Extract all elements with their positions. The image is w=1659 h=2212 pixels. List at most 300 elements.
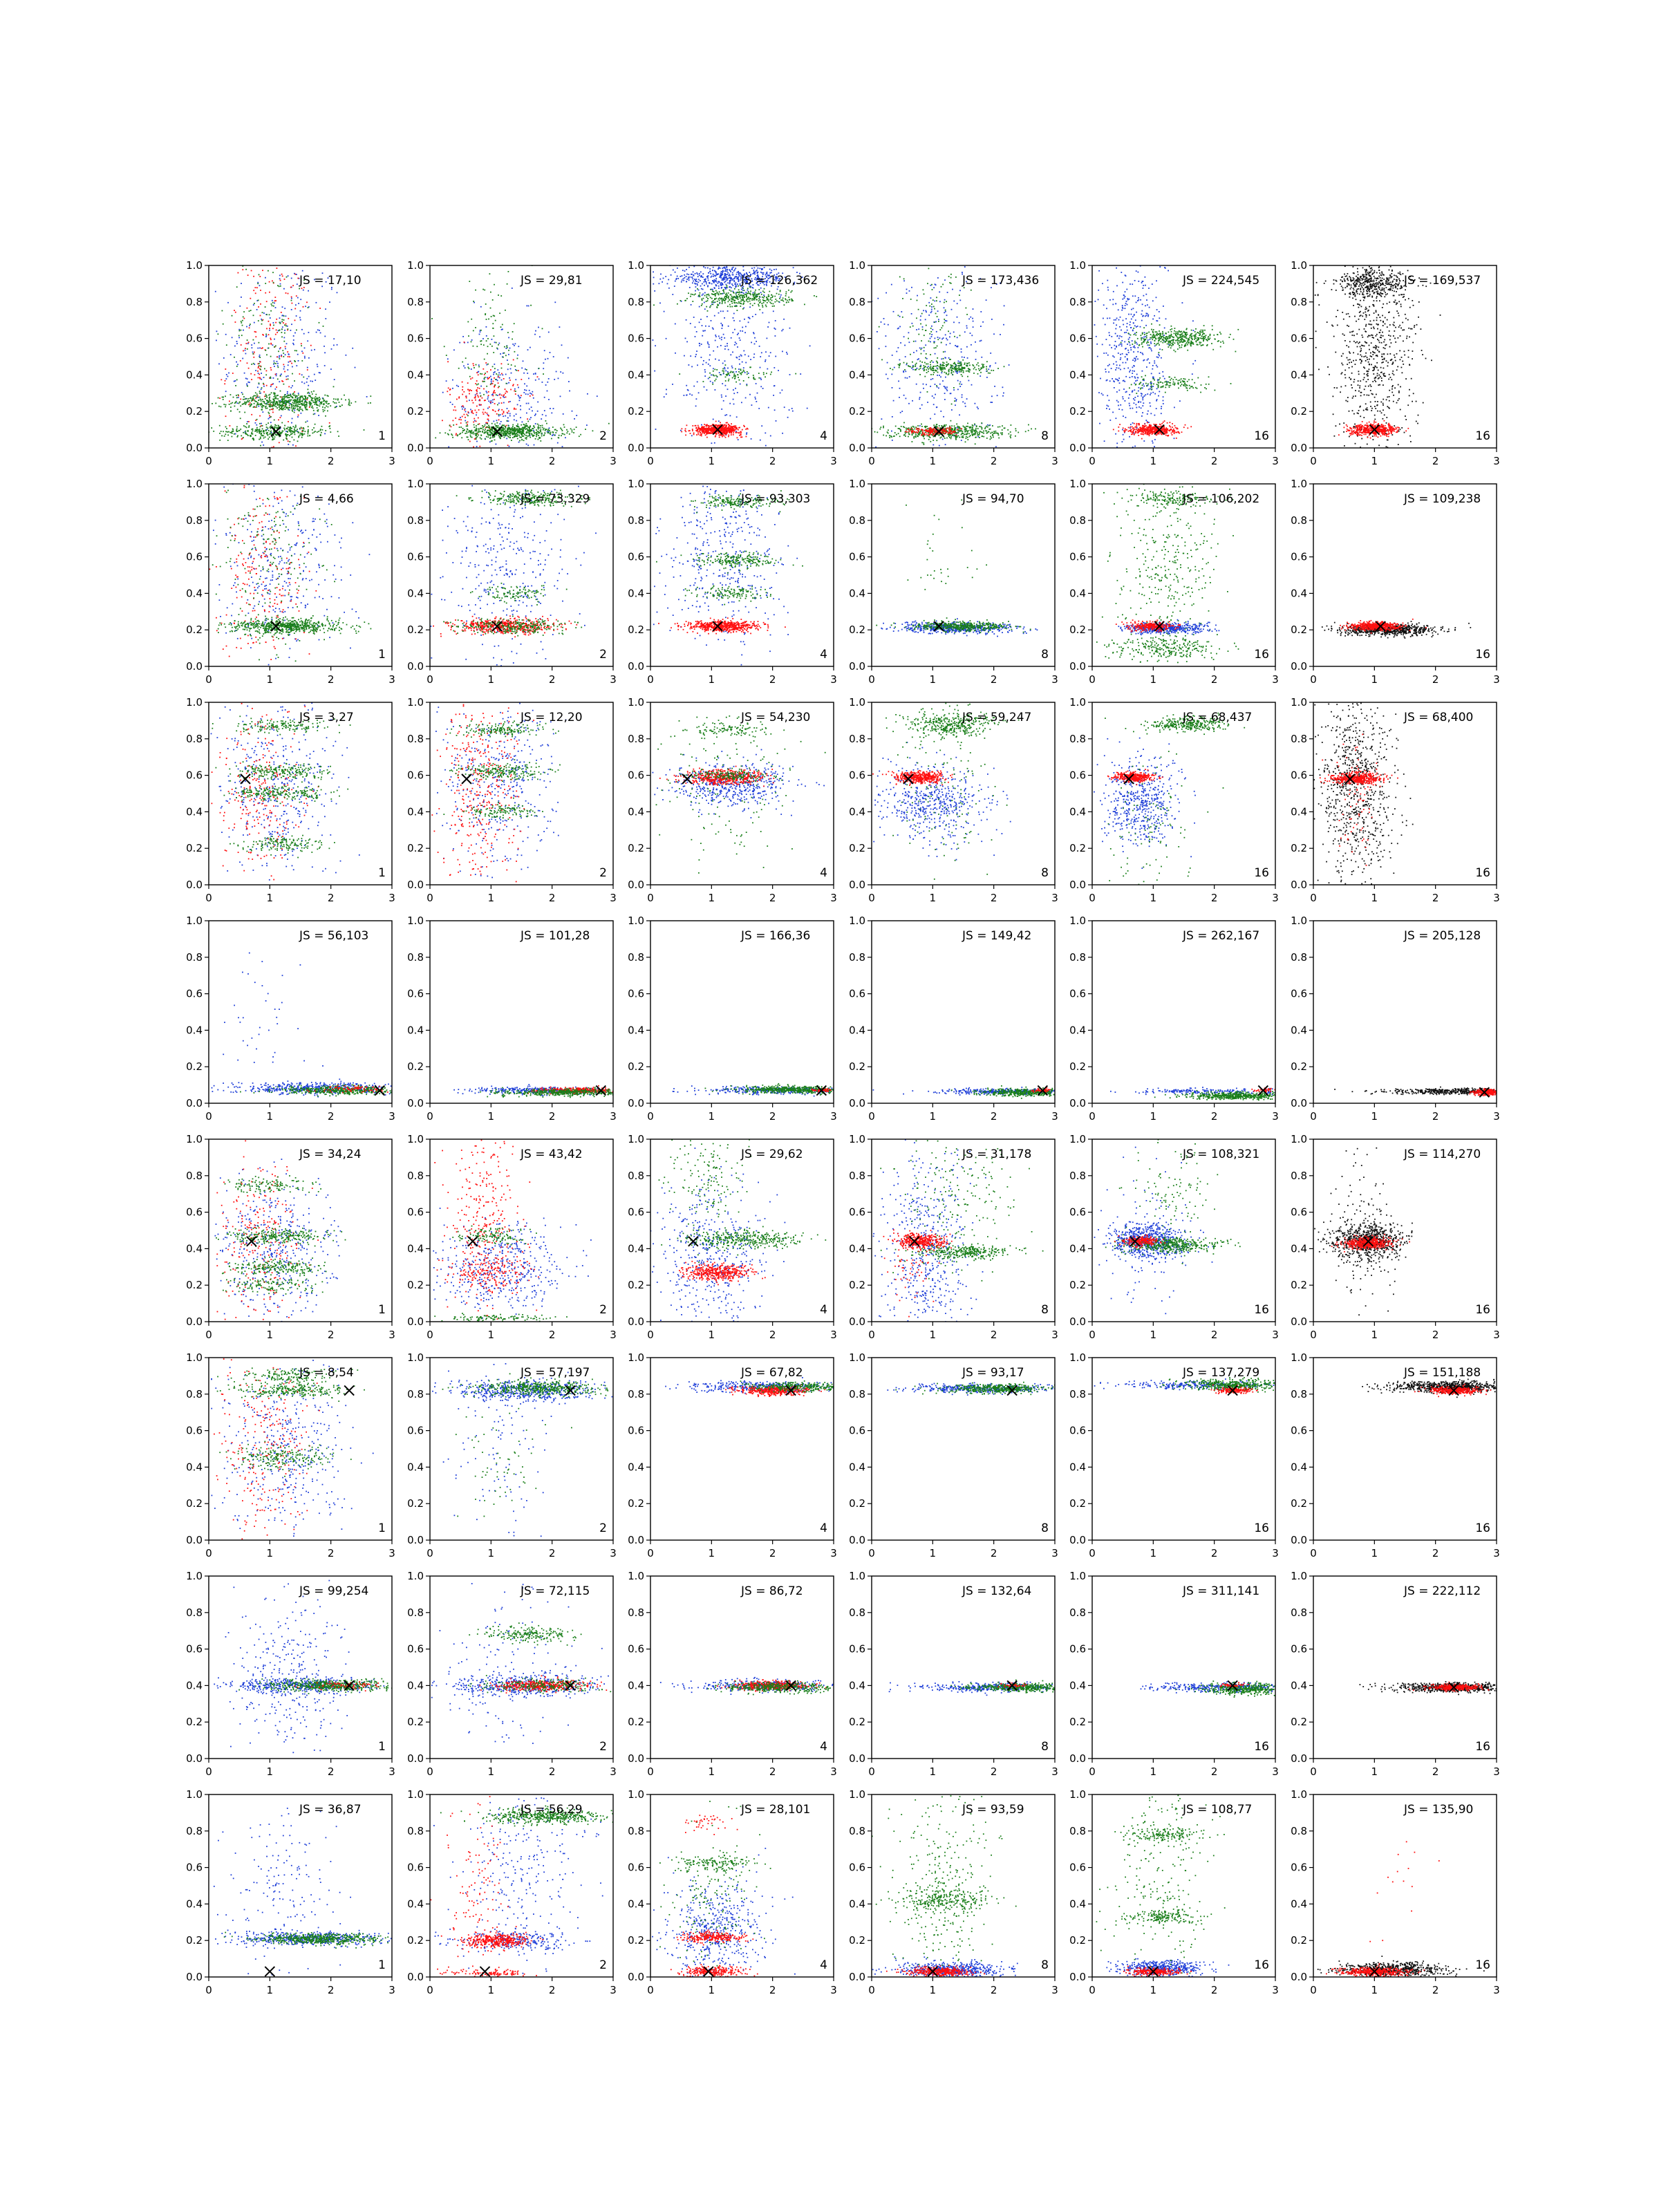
scatter-point [237, 436, 238, 438]
scatter-point [507, 432, 508, 433]
scatter-point [487, 433, 489, 435]
scatter-point [753, 375, 754, 376]
scatter-point [703, 360, 704, 362]
scatter-point [288, 328, 289, 330]
scatter-point [274, 346, 275, 348]
scatter-point [254, 401, 256, 402]
scatter-point [287, 428, 288, 429]
scatter-point [221, 406, 222, 408]
scatter-point [916, 384, 917, 385]
scatter-point [713, 282, 715, 283]
scatter-point [906, 398, 907, 400]
scatter-point [718, 299, 719, 300]
scatter-point [936, 406, 937, 408]
scatter-point [266, 328, 268, 330]
scatter-point [686, 319, 687, 321]
scatter-point [484, 430, 485, 431]
scatter-point [965, 406, 966, 407]
scatter-point [971, 344, 972, 346]
scatter-point [721, 395, 722, 396]
scatter-point [966, 328, 968, 329]
scatter-point [523, 427, 525, 429]
scatter-point [230, 411, 232, 412]
scatter-point [290, 400, 292, 401]
scatter-point [899, 397, 900, 398]
scatter-point [523, 392, 525, 393]
scatter-point [765, 433, 766, 434]
scatter-point [702, 276, 704, 278]
scatter-point [283, 440, 284, 441]
scatter-point [653, 272, 654, 273]
scatter-point [930, 418, 931, 420]
scatter-point [263, 391, 265, 393]
scatter-point [764, 296, 765, 297]
scatter-point [741, 402, 742, 403]
scatter-point [488, 391, 489, 393]
scatter-point [892, 387, 893, 388]
scatter-point [753, 292, 754, 294]
scatter-point [737, 310, 738, 311]
scatter-point [695, 280, 696, 281]
scatter-point [787, 353, 788, 355]
scatter-point [677, 268, 678, 269]
scatter-point [789, 374, 791, 375]
scatter-point [701, 427, 702, 429]
scatter-point [245, 348, 246, 349]
scatter-point [280, 347, 281, 348]
scatter-point [481, 438, 482, 440]
scatter-point [549, 427, 550, 429]
js-score-label: JS = 17,10 [299, 274, 362, 288]
scatter-point [470, 435, 471, 436]
scatter-point [692, 425, 693, 427]
scatter-point [693, 281, 694, 282]
scatter-point [709, 365, 711, 366]
scatter-point [515, 391, 516, 392]
scatter-point [697, 364, 698, 366]
scatter-point [299, 409, 301, 410]
scatter-point [504, 435, 505, 436]
scatter-point [921, 362, 923, 363]
scatter-point [313, 391, 315, 392]
scatter-point [275, 374, 276, 375]
scatter-point [280, 375, 281, 377]
scatter-point [720, 345, 722, 346]
scatter-point [899, 388, 901, 389]
scatter-point [722, 293, 724, 294]
scatter-point [294, 440, 295, 441]
scatter-point [230, 406, 232, 408]
scatter-point [507, 444, 509, 446]
scatter-point [287, 393, 288, 394]
scatter-point [306, 402, 308, 404]
scatter-point [932, 329, 933, 330]
scatter-point [685, 300, 686, 301]
scatter-point [219, 397, 221, 399]
scatter-point [556, 430, 558, 431]
scatter-point [718, 312, 720, 314]
scatter-point [492, 393, 494, 395]
scatter-point [724, 429, 725, 431]
scatter-point [740, 297, 741, 299]
scatter-point [973, 373, 975, 374]
scatter-point [464, 414, 465, 415]
scatter-point [991, 319, 993, 320]
scatter-point [529, 437, 531, 438]
scatter-point [232, 436, 233, 438]
scatter-point [742, 299, 744, 300]
scatter-point [994, 386, 995, 387]
scatter-point [926, 311, 927, 312]
y-tick-label: 0.8 [407, 296, 424, 308]
scatter-point [968, 368, 969, 369]
scatter-point [953, 321, 955, 323]
scatter-point [310, 345, 312, 346]
scatter-point [225, 391, 227, 392]
scatter-point [919, 408, 921, 409]
y-tick-label: 0.6 [628, 332, 644, 345]
scatter-point [944, 299, 946, 301]
scatter-point [227, 431, 228, 433]
scatter-point [530, 417, 532, 418]
scatter-point [501, 329, 503, 330]
scatter-point [467, 342, 469, 344]
scatter-point [284, 332, 285, 334]
scatter-point [689, 276, 691, 278]
scatter-point [297, 409, 299, 410]
scatter-point [492, 323, 494, 324]
scatter-point [485, 438, 486, 440]
scatter-point [278, 420, 279, 421]
scatter-point [291, 363, 292, 364]
scatter-point [715, 336, 717, 337]
scatter-point [287, 391, 288, 393]
scatter-point [529, 390, 530, 391]
scatter-point [344, 395, 345, 396]
scatter-point [232, 429, 234, 431]
scatter-point [749, 367, 751, 368]
scatter-point [736, 274, 738, 275]
scatter-point [224, 435, 225, 437]
scatter-point [981, 340, 982, 341]
scatter-point [470, 409, 471, 411]
scatter-point [741, 292, 742, 293]
scatter-point [732, 332, 733, 333]
scatter-point [313, 427, 315, 429]
scatter-point [278, 350, 279, 352]
scatter-point [490, 292, 491, 293]
scatter-point [244, 412, 245, 413]
scatter-point [279, 406, 280, 408]
scatter-point [697, 431, 698, 432]
scatter-point [682, 270, 684, 271]
scatter-point [276, 375, 277, 377]
scatter-point [759, 302, 760, 303]
scatter-point [745, 397, 747, 399]
scatter-point [702, 430, 703, 431]
scatter-point [335, 406, 337, 408]
scatter-point [331, 348, 332, 350]
scatter-point [527, 421, 529, 422]
scatter-point [668, 279, 669, 281]
scatter-point [482, 412, 484, 413]
scatter-point [760, 288, 762, 289]
scatter-point [708, 275, 709, 276]
scatter-point [456, 424, 458, 425]
scatter-point [723, 371, 724, 372]
scatter-point [270, 394, 271, 395]
scatter-point [938, 388, 939, 389]
scatter-point [709, 271, 711, 272]
scatter-point [653, 283, 654, 285]
scatter-point [964, 357, 965, 358]
scatter-point [768, 294, 769, 296]
scatter-point [243, 403, 244, 404]
scatter-point [709, 373, 711, 374]
scatter-point [259, 382, 260, 384]
scatter-point [263, 401, 265, 402]
scatter-point [212, 403, 213, 404]
scatter-point [716, 369, 718, 371]
scatter-point [704, 302, 705, 303]
scatter-point [796, 272, 798, 273]
scatter-point [475, 429, 476, 431]
scatter-point [729, 379, 730, 380]
scatter-point [327, 395, 328, 396]
scatter-point [715, 359, 716, 360]
scatter-point [800, 373, 801, 375]
scatter-point [276, 403, 278, 404]
scatter-point [973, 326, 974, 328]
scatter-point [534, 427, 535, 428]
scatter-point [481, 373, 482, 375]
scatter-point [709, 355, 711, 356]
scatter-point [259, 363, 260, 364]
scatter-point [245, 353, 247, 355]
scatter-point [284, 400, 285, 402]
scatter-point [957, 317, 958, 318]
scatter-point [242, 325, 243, 326]
scatter-point [722, 436, 723, 438]
scatter-point [544, 410, 545, 411]
scatter-point [513, 359, 514, 361]
scatter-point [704, 386, 705, 388]
scatter-point [536, 434, 538, 435]
scatter-point [518, 396, 520, 397]
scatter-point [494, 384, 496, 386]
scatter-point [738, 368, 740, 370]
scatter-point [314, 397, 315, 399]
scatter-point [494, 440, 496, 441]
scatter-point [512, 339, 513, 340]
scatter-point [484, 381, 485, 382]
scatter-point [247, 431, 249, 432]
scatter-point [735, 302, 737, 303]
scatter-point [966, 371, 967, 372]
scatter-point [308, 290, 309, 292]
scatter-point [749, 318, 751, 319]
scatter-point [272, 344, 274, 346]
scatter-point [307, 369, 308, 371]
scatter-point [465, 357, 467, 359]
scatter-point [727, 374, 728, 375]
scatter-point [271, 409, 272, 410]
scatter-point [292, 373, 293, 375]
scatter-point [548, 378, 550, 379]
scatter-point [295, 401, 297, 402]
scatter-point [260, 404, 261, 405]
scatter-point [692, 430, 693, 431]
scatter-point [289, 404, 290, 406]
y-tick-label: 0.2 [186, 405, 203, 418]
scatter-point [957, 346, 959, 347]
scatter-point [893, 400, 894, 402]
scatter-point [334, 402, 335, 404]
scatter-point [270, 416, 272, 418]
scatter-point [736, 416, 738, 418]
scatter-point [548, 429, 550, 430]
scatter-point [295, 304, 297, 306]
scatter-point [507, 283, 508, 285]
scatter-point [944, 362, 945, 364]
scatter-point [226, 344, 227, 346]
scatter-point [302, 403, 303, 404]
scatter-point [519, 397, 521, 399]
scatter-point [696, 350, 697, 352]
scatter-point [259, 374, 260, 375]
scatter-point [745, 292, 747, 293]
scatter-point [274, 361, 275, 362]
scatter-point [261, 409, 263, 411]
scatter-point [915, 341, 917, 342]
scatter-point [249, 382, 250, 383]
scatter-point [540, 430, 541, 431]
scatter-point [317, 397, 319, 399]
scatter-point [552, 427, 554, 428]
scatter-point [458, 419, 460, 420]
scatter-point [529, 395, 531, 397]
scatter-point [268, 395, 270, 396]
scatter-point [252, 352, 254, 353]
scatter-point [682, 428, 683, 429]
scatter-point [498, 372, 500, 373]
scatter-point [718, 420, 720, 422]
scatter-point [301, 403, 302, 404]
scatter-point [532, 434, 533, 435]
scatter-point [949, 337, 950, 338]
scatter-point [244, 402, 245, 403]
scatter-point [709, 346, 710, 348]
scatter-point [686, 269, 687, 270]
scatter-point [767, 326, 769, 328]
scatter-point [467, 364, 469, 365]
scatter-point [507, 428, 509, 429]
scatter-point [771, 300, 773, 301]
scatter-point [276, 268, 278, 269]
scatter-point [485, 377, 486, 378]
scatter-point [550, 408, 551, 409]
scatter-point [686, 395, 688, 396]
scatter-point [245, 269, 247, 270]
scatter-point [730, 271, 731, 272]
scatter-point [462, 432, 463, 433]
scatter-point [476, 346, 478, 347]
scatter-point [263, 405, 264, 406]
scatter-point [721, 409, 722, 410]
scatter-point [475, 383, 476, 384]
scatter-point [727, 287, 728, 288]
scatter-point [301, 360, 303, 362]
scatter-point [494, 364, 495, 365]
scatter-point [935, 353, 936, 355]
scatter-point [290, 287, 292, 288]
scatter-point [944, 368, 946, 370]
scatter-point [542, 427, 543, 429]
scatter-point [507, 418, 509, 419]
scatter-point [287, 369, 288, 371]
scatter-point [979, 370, 980, 371]
scatter-point [937, 368, 939, 370]
scatter-point [260, 362, 261, 363]
scatter-point [480, 438, 481, 439]
scatter-point [709, 428, 711, 429]
scatter-point [744, 426, 745, 427]
scatter-point [248, 342, 250, 344]
scatter-point [712, 382, 713, 384]
scatter-point [476, 364, 477, 366]
scatter-point [722, 283, 723, 284]
scatter-point [464, 409, 465, 411]
scatter-point [726, 422, 727, 424]
scatter-point [280, 404, 281, 406]
scatter-point [576, 427, 577, 428]
scatter-point [304, 433, 306, 435]
scatter-point [473, 447, 474, 448]
scatter-point [953, 389, 955, 391]
scatter-point [732, 352, 733, 353]
scatter-point [693, 317, 695, 318]
scatter-point [477, 436, 478, 438]
scatter-point [313, 410, 315, 411]
scatter-point [348, 404, 350, 406]
scatter-point [462, 382, 463, 383]
scatter-point [471, 411, 473, 412]
scatter-point [306, 378, 308, 379]
scatter-point [245, 350, 246, 351]
scatter-point [263, 335, 264, 336]
scatter-point [699, 275, 700, 276]
scatter-point [487, 377, 488, 378]
scatter-point [706, 283, 707, 285]
scatter-point [246, 402, 247, 403]
scatter-point [282, 404, 283, 405]
scatter-point [496, 373, 497, 375]
scatter-point [283, 428, 285, 429]
scatter-point [738, 279, 740, 281]
scatter-point [522, 435, 523, 437]
scatter-point [235, 321, 236, 323]
scatter-point [229, 401, 230, 402]
scatter-point [467, 425, 468, 427]
scatter-point [254, 331, 256, 332]
scatter-point [751, 438, 752, 440]
scatter-point [274, 393, 276, 394]
scatter-point [776, 293, 778, 294]
scatter-point [257, 283, 259, 284]
scatter-point [255, 435, 256, 436]
scatter-point [743, 350, 744, 352]
scatter-point [261, 366, 262, 368]
